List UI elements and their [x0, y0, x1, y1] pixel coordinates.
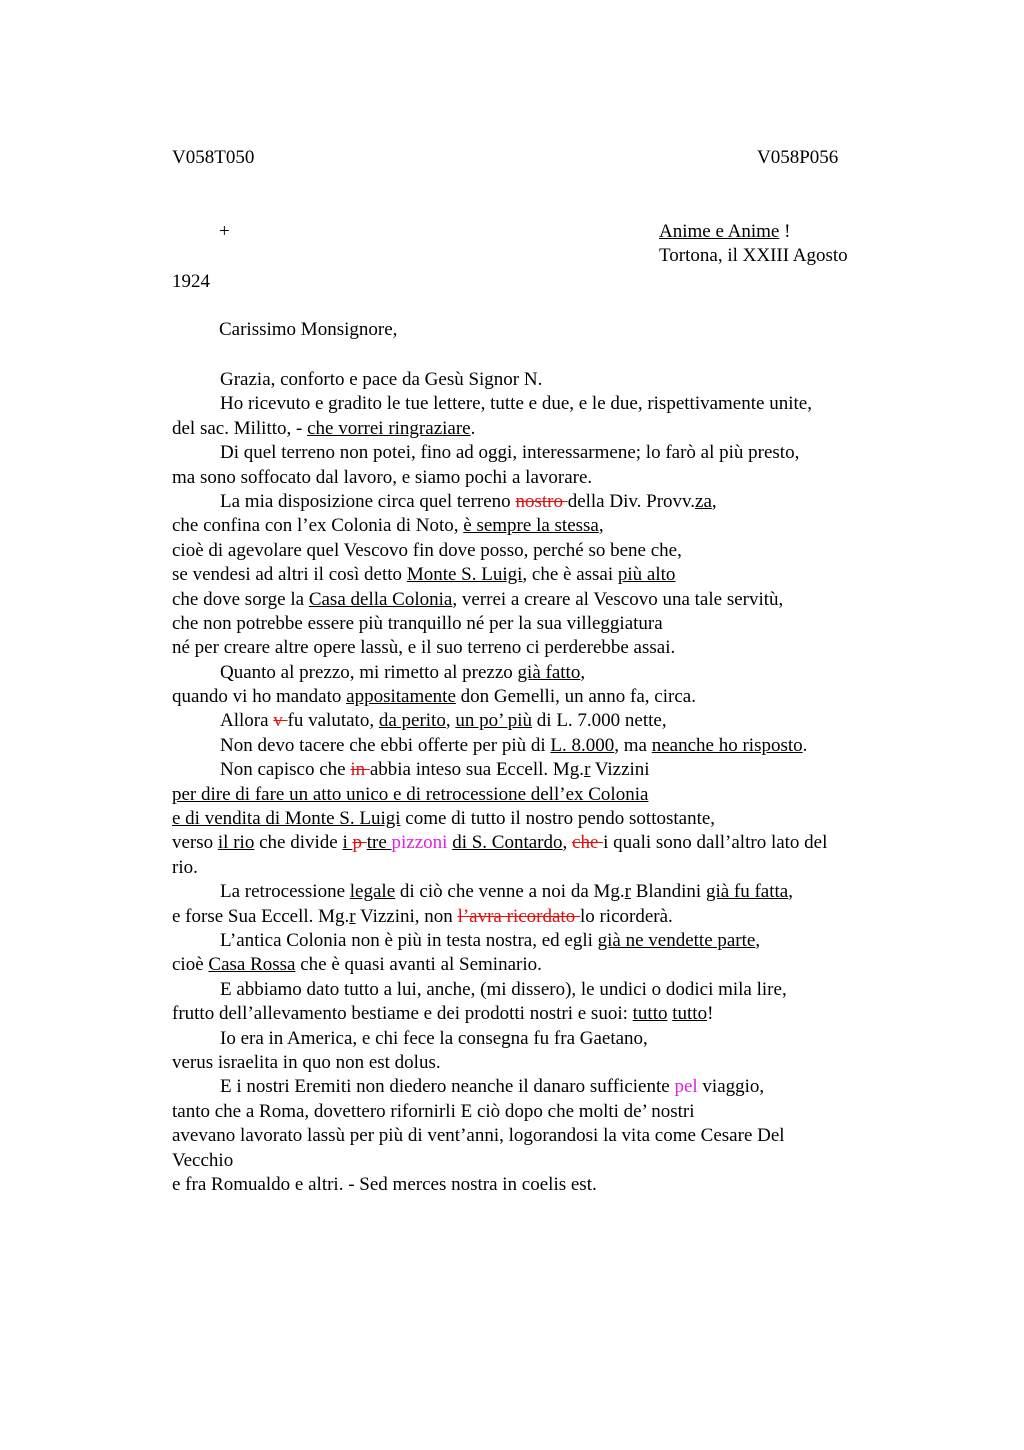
text-line — [172, 661, 902, 685]
highlighted-text: pel — [674, 1076, 698, 1098]
highlighted-text: pizzoni — [391, 832, 453, 854]
underlined-text: il rio — [217, 832, 255, 854]
text-segment: di L. 7.000 nette, — [532, 710, 667, 732]
document-code-left: V058T050 — [172, 147, 255, 168]
text-segment: E abbiamo dato tutto a lui, anche, (mi dissero), le undici o dodici mila lire, — [220, 978, 787, 1000]
text-segment: che confina con l’ex Colonia di Noto, — [172, 515, 464, 537]
underlined-text: r — [584, 759, 591, 781]
text-segment: ! — [707, 1003, 714, 1025]
text-line — [172, 563, 902, 587]
text-segment: tanto che a Roma, dovettero rifornirli E ciò dopo che molti de’ nostri — [172, 1100, 695, 1122]
text-segment: Vecchio — [172, 1149, 234, 1171]
text-segment: . — [802, 734, 808, 756]
text-line — [172, 514, 902, 538]
text-line — [172, 807, 902, 831]
struck-text: in — [350, 759, 370, 781]
salutation: Carissimo Monsignore, — [219, 319, 398, 340]
document-code-right: V058P056 — [757, 147, 839, 168]
text-segment: , — [580, 661, 586, 683]
struck-text: l’avra ricordato — [457, 905, 580, 927]
text-segment: ma sono soffocato dal lavoro, e siamo pochi a lavorare. — [172, 466, 593, 488]
text-line — [172, 539, 902, 563]
text-line — [172, 953, 902, 977]
text-line — [172, 490, 902, 514]
motto — [659, 220, 790, 244]
text-segment: , — [598, 515, 604, 537]
text-segment: verso — [172, 832, 218, 854]
text-segment: della Div. Provv. — [567, 490, 696, 512]
underlined-text: è sempre la stessa — [463, 515, 599, 537]
underlined-text: già ne vendette parte — [597, 929, 756, 951]
text-segment: Ho ricevuto e gradito le tue lettere, tutte e due, e le due, rispettivamente unite, — [220, 393, 812, 415]
text-segment: che dove sorge la — [172, 588, 309, 610]
text-segment: , — [711, 490, 717, 512]
text-segment: fu valutato, — [287, 710, 379, 732]
text-segment: Io era in America, e chi fece la consegna fu fra Gaetano, — [220, 1027, 648, 1049]
text-segment: cioè di agevolare quel Vescovo fin dove posso, perché so bene che, — [172, 539, 682, 561]
text-segment: , che è assai — [522, 564, 618, 586]
text-segment: , — [445, 710, 456, 732]
underlined-text: r — [624, 881, 631, 903]
text-segment: frutto dell’allevamento bestiame e dei prodotti nostri e suoi: — [172, 1003, 633, 1025]
text-segment: i quali sono dall’altro lato del — [603, 832, 828, 854]
underlined-text: che vorrei ringraziare — [307, 417, 471, 439]
underlined-text: neanche ho risposto — [651, 734, 803, 756]
text-segment: don Gemelli, un anno fa, circa. — [455, 686, 696, 708]
underlined-text: appositamente — [346, 686, 456, 708]
year: 1924 — [172, 271, 210, 292]
text-segment: Allora — [220, 710, 274, 732]
underlined-text: e di vendita di Monte S. Luigi — [172, 808, 401, 830]
text-segment: Non capisco che — [220, 759, 351, 781]
text-line — [172, 1027, 902, 1051]
underlined-text: un po’ più — [455, 710, 533, 732]
text-line — [172, 612, 902, 636]
text-segment: Grazia, conforto e pace da Gesù Signor N. — [220, 369, 543, 390]
text-segment: viaggio, — [697, 1076, 765, 1098]
text-line — [172, 929, 902, 953]
text-line — [172, 1124, 902, 1148]
struck-text: nostro — [515, 490, 568, 512]
text-segment: del sac. Militto, - — [172, 417, 308, 439]
underlined-text: za — [695, 490, 712, 512]
struck-text: che — [572, 832, 604, 854]
text-line — [172, 734, 902, 758]
text-segment: se vendesi ad altri il così detto — [172, 564, 407, 586]
text-line — [172, 758, 902, 782]
text-segment: Vizzini — [590, 759, 650, 781]
text-segment: Vizzini, non — [355, 905, 458, 927]
struck-text: v — [273, 710, 288, 732]
text-segment: di ciò che venne a noi da Mg. — [395, 881, 625, 903]
text-line — [172, 1173, 902, 1197]
text-line — [172, 978, 902, 1002]
text-line — [172, 392, 902, 416]
text-segment: avevano lavorato lassù per più di vent’anni, logorandosi la vita come Cesare Del — [172, 1125, 785, 1147]
text-line — [172, 1149, 902, 1173]
text-segment: verus israelita in quo non est dolus. — [172, 1051, 441, 1073]
text-segment: Di quel terreno non potei, fino ad oggi, interessarmene; lo farò al più presto, — [220, 442, 800, 464]
text-segment: Blandini — [630, 881, 706, 903]
underlined-text: L. 8.000 — [550, 734, 615, 756]
text-segment: , — [755, 929, 761, 951]
underlined-text: da perito — [378, 710, 446, 732]
text-line — [172, 905, 902, 929]
underlined-text: di S. Contardo — [452, 832, 563, 854]
text-segment: , verrei a creare al Vescovo una tale servitù, — [452, 588, 784, 610]
text-line — [172, 441, 902, 465]
underlined-text: tutto — [632, 1003, 668, 1025]
text-line — [172, 880, 902, 904]
text-line — [172, 1075, 902, 1099]
motto-text: Anime e Anime — [659, 221, 780, 242]
text-segment: e forse Sua Eccell. Mg. — [172, 905, 350, 927]
text-segment: , — [562, 832, 573, 854]
struck-text: p — [352, 832, 367, 854]
text-line — [172, 417, 902, 441]
text-segment: , — [788, 881, 793, 903]
underlined-text: r — [349, 905, 356, 927]
text-segment: rio. — [172, 856, 198, 878]
text-segment: E i nostri Eremiti non diedero neanche il danaro sufficiente — [220, 1076, 675, 1098]
underlined-text: già fatto — [517, 661, 581, 683]
text-segment: come di tutto il nostro pendo sottostante, — [400, 808, 716, 830]
text-segment: e fra Romualdo e altri. - Sed merces nostra in coelis est. — [172, 1173, 597, 1195]
underlined-text: per dire di fare un atto unico e di retrocessione dell’ex Colonia — [172, 783, 649, 805]
text-segment: , ma — [614, 734, 652, 756]
text-line — [172, 1051, 902, 1075]
text-segment: La mia disposizione circa quel terreno — [220, 490, 516, 512]
text-line — [172, 636, 902, 660]
underlined-text: più alto — [617, 564, 676, 586]
underlined-text: Monte S. Luigi — [406, 564, 523, 586]
text-segment: Non devo tacere che ebbi offerte per più di — [220, 734, 551, 756]
text-segment: che è quasi avanti al Seminario. — [295, 954, 542, 976]
text-line — [172, 831, 902, 855]
text-segment: che divide — [254, 832, 343, 854]
underlined-text: Casa della Colonia — [308, 588, 453, 610]
underlined-text: legale — [349, 881, 396, 903]
text-segment: quando vi ho mandato — [172, 686, 347, 708]
text-segment: Quanto al prezzo, mi rimetto al prezzo — [220, 661, 518, 683]
place-date: Tortona, il XXIII Agosto — [659, 245, 848, 266]
text-line — [172, 685, 902, 709]
underlined-text: già fu fatta — [705, 881, 789, 903]
underlined-text: tre — [366, 832, 392, 854]
text-line — [172, 709, 902, 733]
motto-punct: ! — [779, 221, 791, 242]
text-line — [172, 466, 902, 490]
text-segment: abbia inteso sua Eccell. Mg. — [369, 759, 585, 781]
text-segment: che non potrebbe essere più tranquillo né per la sua villeggiatura — [172, 612, 663, 634]
underlined-text: i — [342, 832, 353, 854]
text-segment: lo ricorderà. — [579, 905, 673, 927]
text-segment: La retrocessione — [220, 881, 350, 903]
text-segment: né per creare altre opere lassù, e il suo terreno ci perderebbe assai. — [172, 637, 676, 659]
text-line — [172, 1100, 902, 1124]
cross-mark: + — [219, 221, 230, 242]
text-segment: L’antica Colonia non è più in testa nostra, ed egli — [220, 929, 598, 951]
underlined-text: tutto — [672, 1003, 708, 1025]
text-line — [172, 368, 902, 392]
text-line — [172, 588, 902, 612]
text-segment: cioè — [172, 954, 209, 976]
text-line — [172, 783, 902, 807]
text-line — [172, 1002, 902, 1026]
letter-body — [172, 368, 902, 1197]
text-line — [172, 856, 902, 880]
text-segment: . — [470, 417, 476, 439]
underlined-text: Casa Rossa — [208, 954, 296, 976]
